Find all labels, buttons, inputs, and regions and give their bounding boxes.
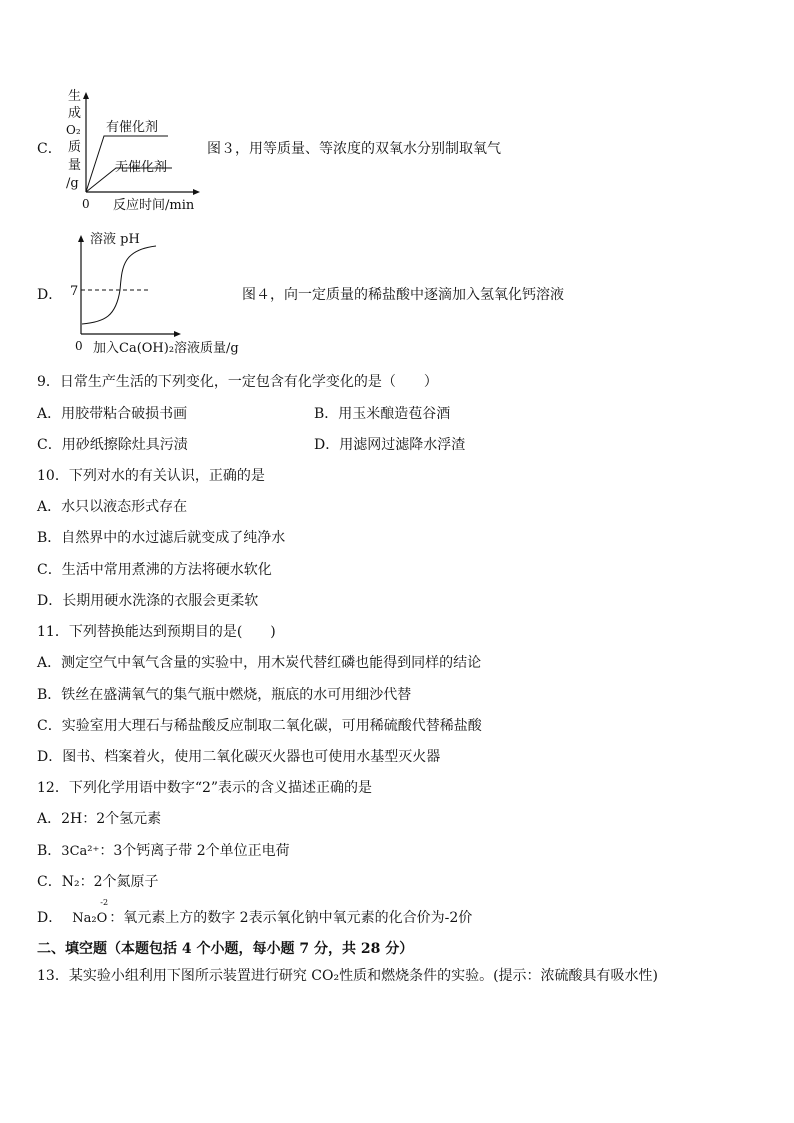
molecule-formula: N₂ — [61, 874, 80, 890]
origin-label: 0 — [75, 339, 83, 353]
y-axis-label-char: 量 — [68, 158, 82, 173]
option-text: ：2个氮原子 — [79, 874, 159, 890]
q12-option-c — [37, 873, 159, 891]
q10-option-d: D．长期用硬水洗涤的衣服会更柔软 — [37, 593, 259, 609]
y-axis-label-char: 质 — [68, 140, 82, 155]
ion-formula: 3Ca²⁺ — [61, 844, 100, 859]
option-text: ：氧元素上方的数字 2表示氧化钠中氧元素的化合价为-2价 — [109, 910, 473, 926]
y-tick-7: 7 — [70, 284, 79, 299]
q12-stem: 12．下列化学用语中数字“2”表示的含义描述正确的是 — [37, 780, 373, 796]
q9-option-c: C．用砂纸擦除灶具污渍 — [37, 437, 188, 453]
option-c-graph — [60, 86, 210, 214]
origin-label: 0 — [82, 197, 90, 211]
q11-option-d: D．图书、档案着火，使用二氧化碳灭火器也可使用水基型灭火器 — [37, 749, 441, 765]
y-axis-label: 溶液 pH — [90, 232, 140, 247]
x-axis-label: 反应时间/min — [113, 198, 195, 213]
q10-stem: 10．下列对水的有关认识，正确的是 — [37, 468, 265, 484]
q12-option-b — [37, 842, 290, 861]
y-axis-label-char: 生 — [68, 89, 82, 104]
y-axis-label-char: /g — [66, 176, 79, 191]
y-axis-arrow — [83, 92, 89, 99]
option-letter: B． — [37, 843, 62, 859]
q12-option-d — [37, 898, 473, 928]
valence-mark: -2 — [100, 898, 109, 907]
x-axis-arrow — [174, 331, 181, 337]
q10-option-b: B．自然界中的水过滤后就变成了纯净水 — [37, 530, 286, 546]
q10-option-a: A．水只以液态形式存在 — [37, 499, 188, 515]
y-axis-arrow — [78, 235, 84, 242]
option-d-graph — [60, 228, 250, 356]
option-letter: D． — [37, 910, 63, 926]
q11-option-a: A．测定空气中氧气含量的实验中，用木炭代替红磷也能得到同样的结论 — [37, 655, 482, 671]
q9-option-b: B．用玉米酿造苞谷酒 — [314, 406, 451, 422]
ph-curve — [82, 246, 156, 324]
section-heading: 二、填空题（本题包括 4 个小题，每小题 7 分，共 28 分） — [37, 941, 414, 957]
q10-option-c: C．生活中常用煮沸的方法将硬水软化 — [37, 562, 272, 578]
x-axis-arrow — [193, 189, 200, 195]
q11-option-c: C．实验室用大理石与稀盐酸反应制取二氧化碳，可用稀硫酸代替稀盐酸 — [37, 718, 482, 734]
option-letter: C． — [37, 874, 62, 890]
q9-stem: 9．日常生产生活的下列变化，一定包含有化学变化的是（ ） — [37, 374, 438, 390]
q11-stem: 11．下列替换能达到预期目的是( ) — [37, 624, 276, 640]
q9-option-a: A．用胶带粘合破损书画 — [37, 406, 188, 422]
option-c-letter: C． — [37, 141, 62, 157]
q9-option-d: D．用滤网过滤降水浮渣 — [314, 437, 466, 453]
y-axis-label-char: O₂ — [66, 123, 81, 137]
label-with-catalyst: 有催化剂 — [106, 120, 159, 135]
option-d-letter: D． — [37, 287, 63, 303]
label-without-catalyst: 无催化剂 — [115, 160, 168, 175]
q11-option-b: B．铁丝在盛满氧气的集气瓶中燃烧，瓶底的水可用细沙代替 — [37, 687, 412, 703]
option-c-caption: 图３，用等质量、等浓度的双氧水分别制取氧气 — [207, 141, 501, 157]
option-text: ：3个钙离子带 2个单位正电荷 — [99, 843, 290, 859]
option-d-caption: 图４，向一定质量的稀盐酸中逐滴加入氢氧化钙溶液 — [242, 287, 564, 303]
compound-formula: Na₂O — [72, 911, 108, 926]
y-axis-label-char: 成 — [68, 106, 82, 121]
q13-stem: 13．某实验小组利用下图所示装置进行研究 CO₂性质和燃烧条件的实验。(提示：浓硫酸具有吸水性) — [37, 968, 658, 984]
q12-option-a: A．2H：2个氢元素 — [37, 811, 162, 827]
x-axis-label: 加入Ca(OH)₂溶液质量/g — [93, 341, 239, 356]
